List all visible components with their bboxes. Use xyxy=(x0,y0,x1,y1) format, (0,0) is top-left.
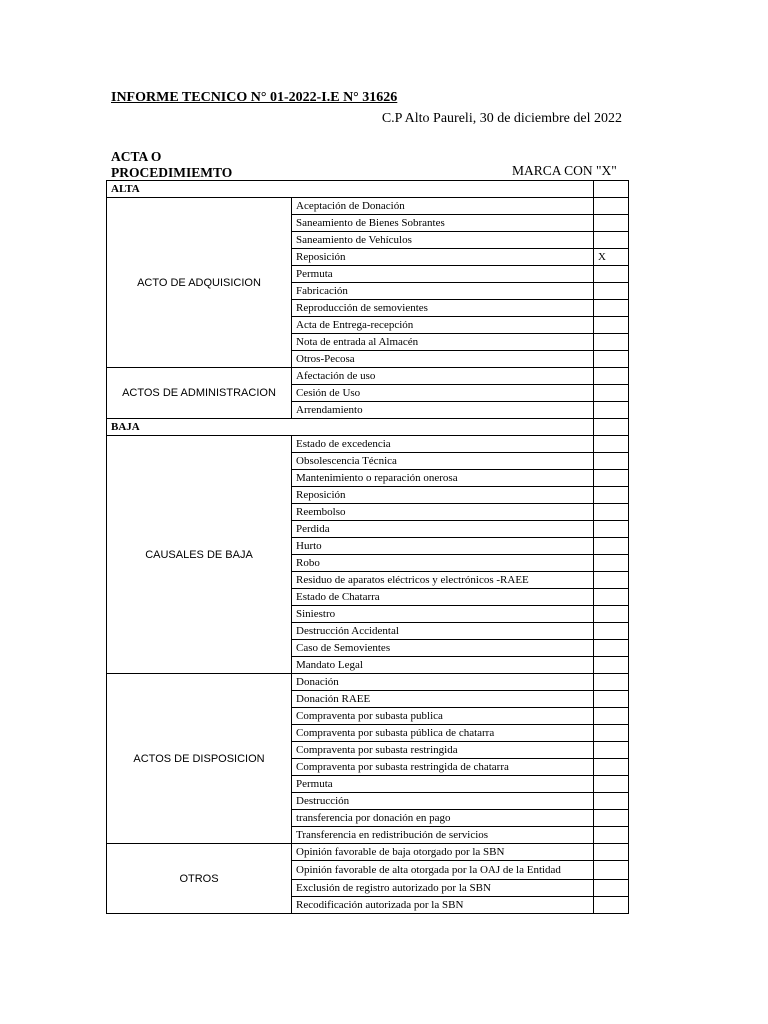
item-label: Obsolescencia Técnica xyxy=(292,453,594,470)
mark-cell xyxy=(594,470,629,487)
item-label: Donación xyxy=(292,674,594,691)
item-label: Acta de Entrega-recepción xyxy=(292,317,594,334)
section-mark-cell xyxy=(594,419,629,436)
item-label: Hurto xyxy=(292,538,594,555)
mark-cell xyxy=(594,453,629,470)
procedure-column-header xyxy=(111,149,232,180)
mark-cell xyxy=(594,232,629,249)
mark-cell xyxy=(594,810,629,827)
mark-cell xyxy=(594,266,629,283)
item-label: Compraventa por subasta publica xyxy=(292,708,594,725)
table-row xyxy=(107,674,629,691)
item-label: Reproducción de semovientes xyxy=(292,300,594,317)
mark-cell xyxy=(594,504,629,521)
mark-cell xyxy=(594,623,629,640)
item-label: Mantenimiento o reparación onerosa xyxy=(292,470,594,487)
mark-cell xyxy=(594,793,629,810)
item-label: Otros-Pecosa xyxy=(292,351,594,368)
mark-cell xyxy=(594,436,629,453)
mark-cell xyxy=(594,198,629,215)
item-label: Mandato Legal xyxy=(292,657,594,674)
item-label: Compraventa por subasta pública de chatarra xyxy=(292,725,594,742)
mark-cell xyxy=(594,317,629,334)
mark-cell xyxy=(594,708,629,725)
item-label: Afectación de uso xyxy=(292,368,594,385)
item-label: Robo xyxy=(292,555,594,572)
procedure-table-body xyxy=(107,181,629,914)
section-row-alta xyxy=(107,181,629,198)
mark-cell xyxy=(594,606,629,623)
item-label: Siniestro xyxy=(292,606,594,623)
section-title: BAJA xyxy=(107,419,594,436)
item-label: Aceptación de Donación xyxy=(292,198,594,215)
section-mark-cell xyxy=(594,181,629,198)
item-label: Saneamiento de Bienes Sobrantes xyxy=(292,215,594,232)
mark-cell xyxy=(594,691,629,708)
section-title: ALTA xyxy=(107,181,594,198)
item-label: Recodificación autorizada por la SBN xyxy=(292,897,594,914)
mark-cell xyxy=(594,759,629,776)
item-label: Reposición xyxy=(292,487,594,504)
mark-cell xyxy=(594,640,629,657)
mark-cell xyxy=(594,351,629,368)
item-label: Transferencia en redistribución de servicios xyxy=(292,827,594,844)
table-row xyxy=(107,844,629,861)
mark-cell xyxy=(594,844,629,861)
mark-cell xyxy=(594,776,629,793)
item-label: Estado de excedencia xyxy=(292,436,594,453)
item-label: Permuta xyxy=(292,266,594,283)
mark-cell xyxy=(594,589,629,606)
group-label: ACTO DE ADQUISICION xyxy=(107,198,292,368)
table-row xyxy=(107,198,629,215)
table-row xyxy=(107,368,629,385)
item-label: Saneamiento de Vehículos xyxy=(292,232,594,249)
mark-cell xyxy=(594,657,629,674)
item-label: Destrucción Accidental xyxy=(292,623,594,640)
item-label: Exclusión de registro autorizado por la SBN xyxy=(292,880,594,897)
item-label: Estado de Chatarra xyxy=(292,589,594,606)
item-label: transferencia por donación en pago xyxy=(292,810,594,827)
item-label: Arrendamiento xyxy=(292,402,594,419)
mark-cell xyxy=(594,555,629,572)
mark-cell xyxy=(594,402,629,419)
mark-cell xyxy=(594,283,629,300)
section-row-baja xyxy=(107,419,629,436)
mark-cell xyxy=(594,742,629,759)
mark-column-header: MARCA CON "X" xyxy=(512,163,617,178)
mark-cell xyxy=(594,487,629,504)
item-label: Nota de entrada al Almacén xyxy=(292,334,594,351)
mark-cell xyxy=(594,334,629,351)
place-date: C.P Alto Paureli, 30 de diciembre del 2022 xyxy=(381,111,622,126)
mark-cell xyxy=(594,385,629,402)
item-label: Reembolso xyxy=(292,504,594,521)
mark-cell xyxy=(594,880,629,897)
group-label: ACTOS DE ADMINISTRACION xyxy=(107,368,292,419)
item-label: Permuta xyxy=(292,776,594,793)
report-title: INFORME TECNICO N° 01-2022-I.E N° 31626 xyxy=(111,90,398,105)
group-label: ACTOS DE DISPOSICION xyxy=(107,674,292,844)
item-label: Opinión favorable de alta otorgada por la OAJ de la Entidad xyxy=(292,861,594,880)
item-label: Residuo de aparatos eléctricos y electrónicos -RAEE xyxy=(292,572,594,589)
mark-cell xyxy=(594,897,629,914)
group-label: CAUSALES DE BAJA xyxy=(107,436,292,674)
item-label: Opinión favorable de baja otorgado por la SBN xyxy=(292,844,594,861)
item-label: Reposición xyxy=(292,249,594,266)
item-label: Fabricación xyxy=(292,283,594,300)
mark-cell xyxy=(594,521,629,538)
mark-cell xyxy=(594,674,629,691)
group-label: OTROS xyxy=(107,844,292,914)
table-row xyxy=(107,436,629,453)
mark-cell xyxy=(594,538,629,555)
mark-cell: X xyxy=(594,249,629,266)
item-label: Destrucción xyxy=(292,793,594,810)
mark-cell xyxy=(594,368,629,385)
mark-cell xyxy=(594,827,629,844)
mark-cell xyxy=(594,300,629,317)
mark-cell xyxy=(594,861,629,880)
mark-cell xyxy=(594,725,629,742)
mark-cell xyxy=(594,215,629,232)
mark-cell xyxy=(594,572,629,589)
procedure-table xyxy=(106,180,629,914)
item-label: Cesión de Uso xyxy=(292,385,594,402)
item-label: Caso de Semovientes xyxy=(292,640,594,657)
item-label: Donación RAEE xyxy=(292,691,594,708)
procedure-label-line-1: ACTA O xyxy=(111,149,162,164)
item-label: Compraventa por subasta restringida de chatarra xyxy=(292,759,594,776)
procedure-label-line-2: PROCEDIMIEMTO xyxy=(111,164,233,180)
item-label: Compraventa por subasta restringida xyxy=(292,742,594,759)
item-label: Perdida xyxy=(292,521,594,538)
